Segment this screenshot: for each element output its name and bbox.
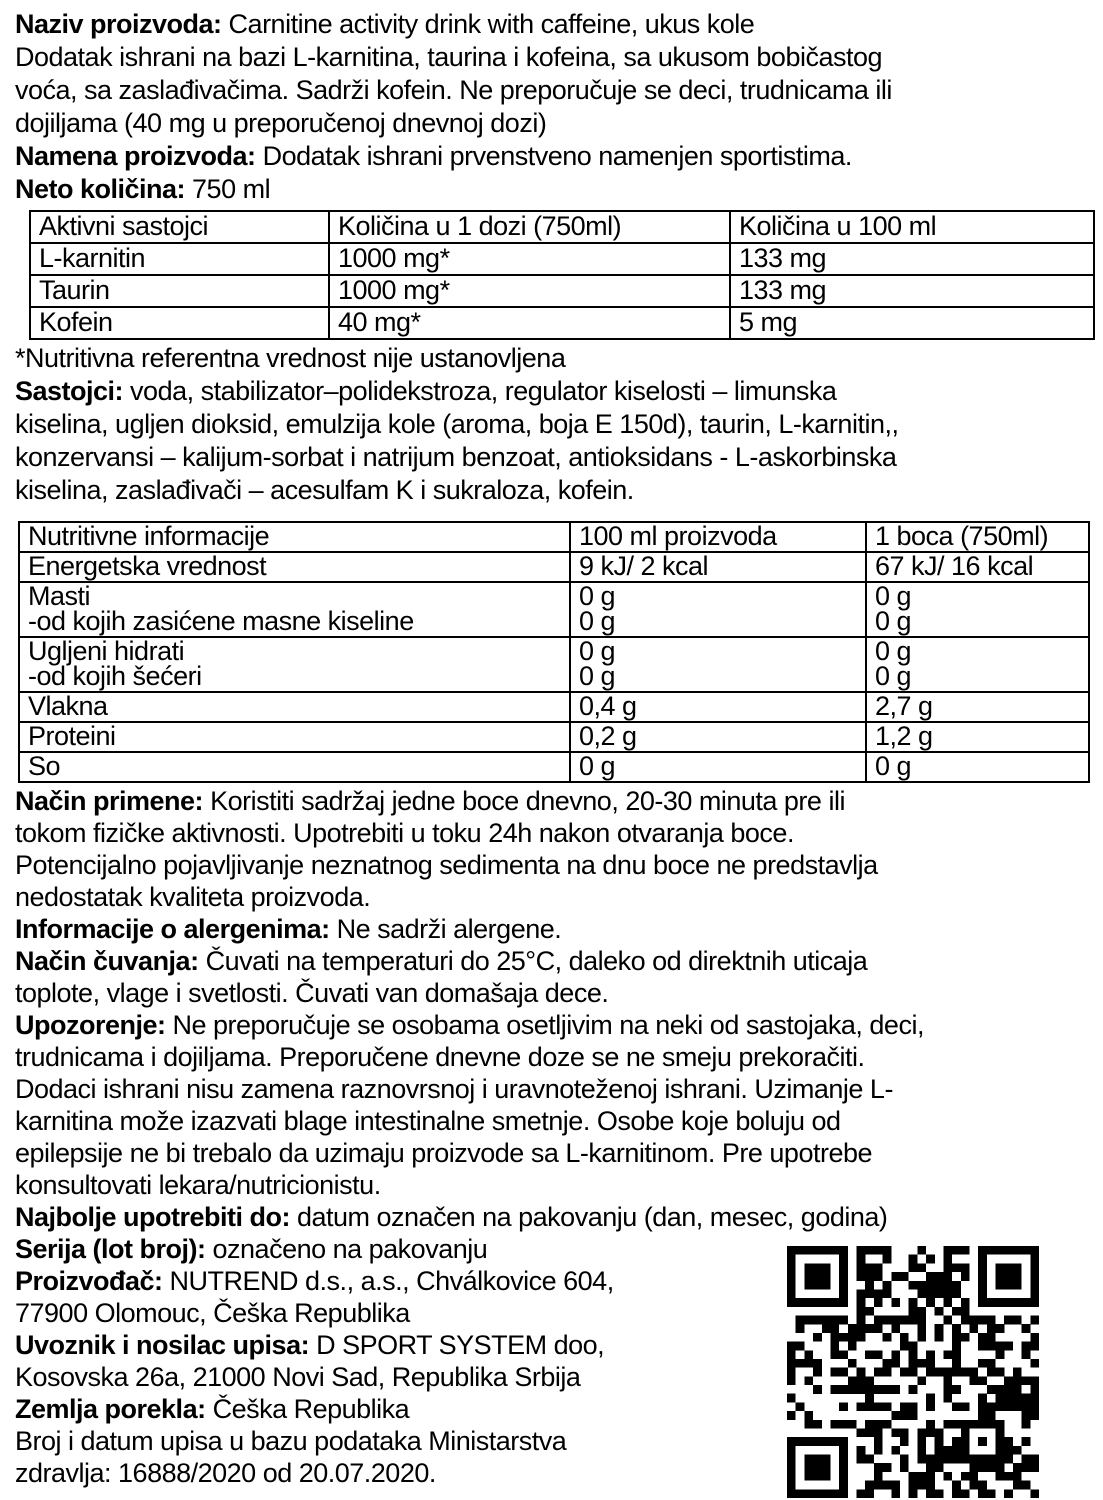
text-line xyxy=(15,342,1089,375)
text-run: NUTREND d.s., a.s., Chválkovice 604, xyxy=(162,1266,614,1296)
cell xyxy=(866,637,1089,692)
text-run: epilepsije ne bi trebalo da uzimaju proizvode sa L-karnitinom. Pre upotrebe xyxy=(15,1138,873,1168)
text-run: Dodatak ishrani na bazi L-karnitina, taurina i kofeina, sa ukusom bobičastog xyxy=(15,42,883,72)
text-line xyxy=(15,41,1089,74)
cell-line: 5 mg xyxy=(739,307,798,337)
text-line xyxy=(15,849,1089,881)
table-row xyxy=(19,637,1089,692)
qr-code-image xyxy=(787,1246,1039,1498)
text-line xyxy=(15,785,1089,817)
cell-line: Proteini xyxy=(28,722,116,751)
text-line xyxy=(15,408,1089,441)
cell-line: Ugljeni hidrati xyxy=(28,637,185,666)
cell xyxy=(866,582,1089,637)
cell xyxy=(19,692,570,722)
cell xyxy=(329,275,730,307)
active-ingredients-table xyxy=(29,210,1095,340)
cell-line: L-karnitin xyxy=(39,243,146,273)
cell-line: Taurin xyxy=(39,275,110,305)
text-line xyxy=(15,1073,1089,1105)
table-row xyxy=(19,552,1089,582)
cell xyxy=(329,243,730,275)
text-line xyxy=(15,474,1089,507)
text-run: tokom fizičke aktivnosti. Upotrebiti u toku 24h nakon otvaranja boce. xyxy=(15,818,794,848)
text-line xyxy=(15,107,1089,140)
field-label: Serija (lot broj): xyxy=(15,1234,206,1264)
text-line xyxy=(15,1201,1089,1233)
cell-line: 1000 mg* xyxy=(338,243,450,273)
text-run: dojiljama (40 mg u preporučenoj dnevnoj dozi) xyxy=(15,108,547,138)
field-label: Proizvođač: xyxy=(15,1266,163,1296)
text-run: Čuvati na temperaturi do 25°C, daleko od direktnih uticaja xyxy=(198,946,868,976)
cell-line: 1 boca (750ml) xyxy=(875,522,1049,551)
field-label: Neto količina: xyxy=(15,174,186,204)
cell-line: 100 ml proizvoda xyxy=(579,522,777,551)
cell-line: 1,2 g xyxy=(875,722,933,751)
field-label: Način primene: xyxy=(15,786,204,816)
text-line xyxy=(15,1137,1089,1169)
cell-line: 0 g xyxy=(875,637,912,666)
table-row xyxy=(19,692,1089,722)
text-run: Potencijalno pojavljivanje neznatnog sedimenta na dnu boce ne predstavlja xyxy=(15,850,878,880)
text-run: Ne preporučuje se osobama osetljivim na neki od sastojaka, deci, xyxy=(165,1010,924,1040)
field-label: Najbolje upotrebiti do: xyxy=(15,1202,290,1232)
cell-line: 0 g xyxy=(579,637,616,666)
cell-line: 0 g xyxy=(875,582,912,611)
text-line xyxy=(15,8,1089,41)
field-label: Upozorenje: xyxy=(15,1010,166,1040)
cell-line: Kofein xyxy=(39,307,113,337)
cell xyxy=(19,752,570,782)
cell-line: 133 mg xyxy=(739,243,827,273)
cell-line: 0 g xyxy=(875,661,912,691)
text-run: Carnitine activity drink with caffeine, ukus kole xyxy=(221,9,755,39)
header-cell xyxy=(329,211,730,243)
table-row xyxy=(30,275,1094,307)
nutrition-facts-table xyxy=(18,521,1090,783)
text-line xyxy=(15,881,1089,913)
cell-line: 0 g xyxy=(579,582,616,611)
text-run: Dodatak ishrani prvenstveno namenjen sportistima. xyxy=(255,141,852,171)
header-cell xyxy=(730,211,1094,243)
table-row xyxy=(30,307,1094,339)
cell xyxy=(570,752,866,782)
cell xyxy=(19,637,570,692)
cell xyxy=(866,752,1089,782)
cell xyxy=(19,722,570,752)
cell-line: Nutritivne informacije xyxy=(28,522,270,551)
header-cell xyxy=(19,522,570,552)
cell xyxy=(866,552,1089,582)
field-label: Način čuvanja: xyxy=(15,946,199,976)
text-run: Broj i datum upisa u bazu podataka Ministarstva xyxy=(15,1426,567,1456)
cell-line: -od kojih zasićene masne kiseline xyxy=(28,606,414,636)
cell xyxy=(329,307,730,339)
text-line xyxy=(15,1169,1089,1201)
text-run: označeno na pakovanju xyxy=(205,1234,488,1264)
cell xyxy=(866,722,1089,752)
cell-line: 9 kJ/ 2 kcal xyxy=(579,552,709,581)
text-run: zdravlja: 16888/2020 od 20.07.2020. xyxy=(15,1458,436,1488)
text-run: Dodaci ishrani nisu zamena raznovrsnoj i uravnoteženoj ishrani. Uzimanje L- xyxy=(15,1074,893,1104)
text-run: konsultovati lekara/nutricionistu. xyxy=(15,1170,381,1200)
cell xyxy=(570,692,866,722)
table-row xyxy=(19,722,1089,752)
header-cell xyxy=(570,522,866,552)
header-cell xyxy=(30,211,329,243)
cell-line: 1000 mg* xyxy=(338,275,450,305)
table-header-row xyxy=(30,211,1094,243)
cell-line: 2,7 g xyxy=(875,692,933,721)
text-run: kiselina, ugljen dioksid, emulzija kole (aroma, boja E 150d), taurin, L-karnitin,, xyxy=(15,409,899,439)
text-run: Češka Republika xyxy=(205,1394,410,1424)
text-run: datum označen na pakovanju (dan, mesec, godina) xyxy=(289,1202,888,1232)
cell-line: Količina u 1 dozi (750ml) xyxy=(338,211,622,241)
cell xyxy=(570,552,866,582)
cell-line: Količina u 100 ml xyxy=(739,211,937,241)
text-run: *Nutritivna referentna vrednost nije ustanovljena xyxy=(15,343,566,373)
cell xyxy=(30,243,329,275)
text-run: voća, sa zaslađivačima. Sadrži kofein. Ne preporučuje se deci, trudnicama ili xyxy=(15,75,892,105)
cell-line: 133 mg xyxy=(739,275,827,305)
paragraph xyxy=(15,342,1089,507)
text-line xyxy=(15,173,1089,206)
cell xyxy=(19,582,570,637)
paragraph xyxy=(15,8,1089,206)
text-line xyxy=(15,1041,1089,1073)
cell xyxy=(570,637,866,692)
cell-line: 0 g xyxy=(579,606,616,636)
cell xyxy=(570,722,866,752)
text-line xyxy=(15,913,1089,945)
cell-line: 0,2 g xyxy=(579,722,637,751)
cell-line: 40 mg* xyxy=(338,307,421,337)
cell-line: 67 kJ/ 16 kcal xyxy=(875,552,1034,581)
field-label: Uvoznik i nosilac upisa: xyxy=(15,1330,310,1360)
cell xyxy=(730,275,1094,307)
text-line xyxy=(15,74,1089,107)
cell-line: -od kojih šećeri xyxy=(28,661,202,691)
cell-line: 0 g xyxy=(875,606,912,636)
table-row xyxy=(19,752,1089,782)
cell-line: Vlakna xyxy=(28,692,108,721)
text-run: Koristiti sadržaj jedne boce dnevno, 20-30 minuta pre ili xyxy=(203,786,845,816)
text-line xyxy=(15,441,1089,474)
cell xyxy=(30,307,329,339)
text-run: 77900 Olomouc, Češka Republika xyxy=(15,1298,410,1328)
text-run: Kosovska 26a, 21000 Novi Sad, Republika Srbija xyxy=(15,1362,581,1392)
qr-code xyxy=(787,1246,1039,1498)
cell-line: 0,4 g xyxy=(579,692,637,721)
field-label: Zemlja porekla: xyxy=(15,1394,206,1424)
text-line xyxy=(15,375,1089,408)
table-row xyxy=(19,582,1089,637)
cell-line: Aktivni sastojci xyxy=(39,211,209,241)
text-run: nedostatak kvaliteta proizvoda. xyxy=(15,882,371,912)
cell xyxy=(570,582,866,637)
text-line xyxy=(15,817,1089,849)
text-line xyxy=(15,140,1089,173)
cell xyxy=(730,307,1094,339)
cell-line: 0 g xyxy=(579,661,616,691)
text-line xyxy=(15,945,1089,977)
cell xyxy=(730,243,1094,275)
text-run: kiselina, zaslađivači – acesulfam K i sukraloza, kofein. xyxy=(15,475,634,505)
table-row xyxy=(30,243,1094,275)
text-line xyxy=(15,1105,1089,1137)
text-run: konzervansi – kalijum-sorbat i natrijum benzoat, antioksidans - L-askorbinska xyxy=(15,442,897,472)
text-run: toplote, vlage i svetlosti. Čuvati van domašaja dece. xyxy=(15,978,609,1008)
field-label: Sastojci: xyxy=(15,376,124,406)
text-run: 750 ml xyxy=(185,174,271,204)
text-line xyxy=(15,977,1089,1009)
cell-line: Energetska vrednost xyxy=(28,552,267,581)
text-run: Ne sadrži alergene. xyxy=(329,914,562,944)
field-label: Naziv proizvoda: xyxy=(15,9,222,39)
field-label: Informacije o alergenima: xyxy=(15,914,330,944)
header-cell xyxy=(866,522,1089,552)
cell-line: So xyxy=(28,752,61,781)
text-run: voda, stabilizator–polidekstroza, regulator kiselosti – limunska xyxy=(123,376,837,406)
text-run: D SPORT SYSTEM doo, xyxy=(309,1330,605,1360)
cell xyxy=(19,552,570,582)
cell xyxy=(30,275,329,307)
table-header-row xyxy=(19,522,1089,552)
text-run: karnitina može izazvati blage intestinalne smetnje. Osobe koje boluju od xyxy=(15,1106,841,1136)
field-label: Namena proizvoda: xyxy=(15,141,256,171)
cell xyxy=(866,692,1089,722)
cell-line: 0 g xyxy=(875,752,912,781)
cell-line: 0 g xyxy=(579,752,616,781)
cell-line: Masti xyxy=(28,582,91,611)
text-run: trudnicama i dojiljama. Preporučene dnevne doze se ne smeju prekoračiti. xyxy=(15,1042,865,1072)
text-line xyxy=(15,1009,1089,1041)
